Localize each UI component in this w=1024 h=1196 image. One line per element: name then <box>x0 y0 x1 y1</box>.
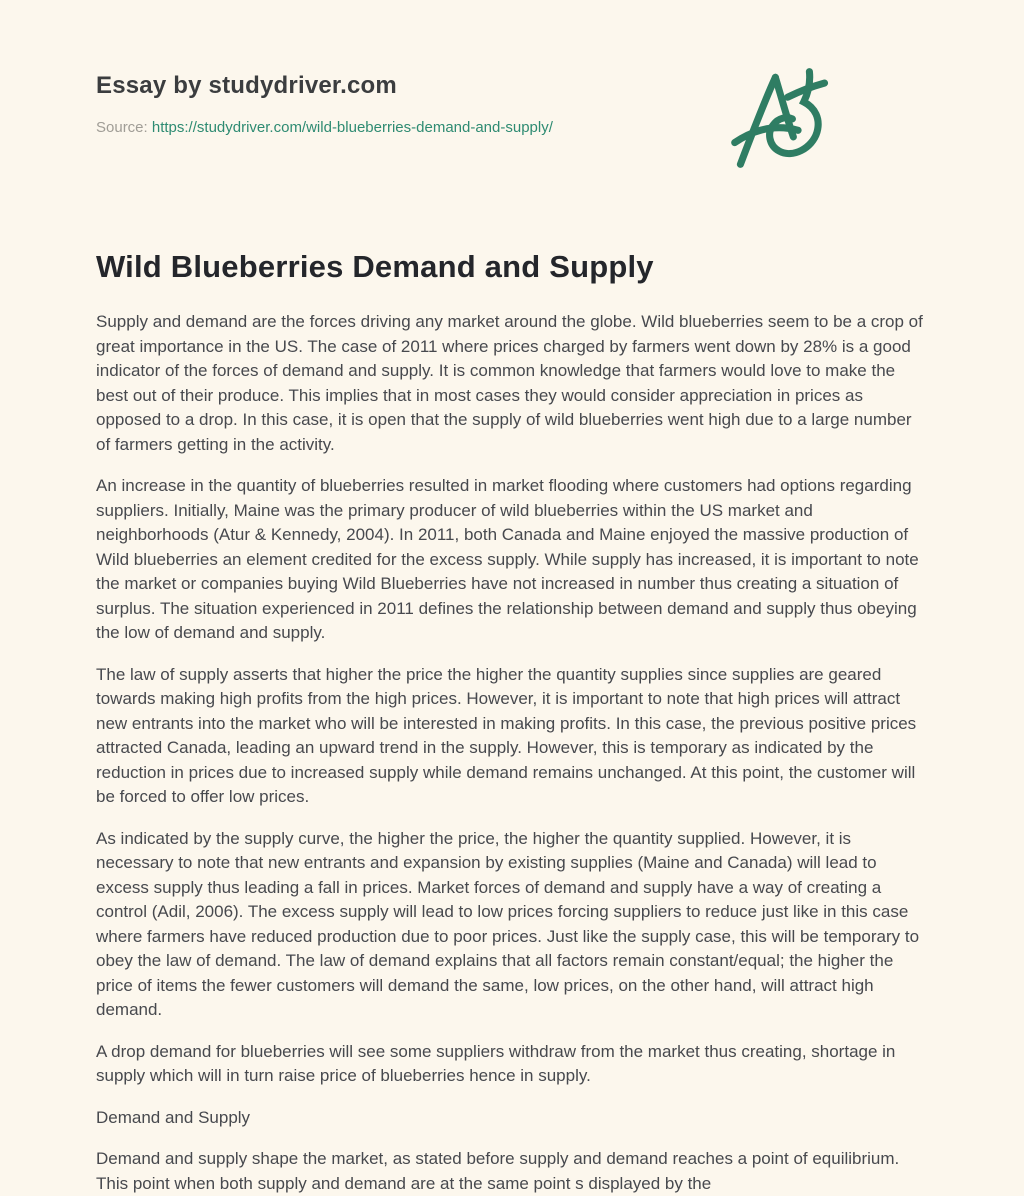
essay-paragraph: A drop demand for blueberries will see some suppliers withdraw from the market thus creating, shortage in supply which will in turn raise price of blueberries hence in supply. <box>96 1041 896 1085</box>
a-plus-logo-icon <box>730 66 834 170</box>
essay-paragraph: As indicated by the supply curve, the higher the price, the higher the quantity supplied. However, it is necessary to note that new entrants and expansion by existing supplies (Maine and Canada) will lead to excess supply thus leading a fall in prices. Market forces of demand and supply have a way of creating a control (Adil, 2006). The excess supply will lead to low prices forcing suppliers to reduce just like in this case where farmers have reduced production due to poor prices. Just like the supply case, this will be temporary to obey the law of demand. The law of demand explains that all factors remain constant/equal; the higher the price of items the fewer customers will demand the same, low prices, on the other hand, will attract high demand. <box>96 828 920 1019</box>
essay-paragraph: An increase in the quantity of blueberries resulted in market flooding where customers had options regarding suppliers. Initially, Maine was the primary producer of wild blueberries within the US market and neighborhoods (Atur & Kennedy, 2004). In 2011, both Canada and Maine enjoyed the massive production of Wild blueberries an element credited for the excess supply. While supply has increased, it is important to note the market or companies buying Wild Blueberries have not increased in number thus creating a situation of surplus. The situation experienced in 2011 defines the relationship between demand and supply thus obeying the low of demand and supply. <box>96 476 919 642</box>
essay-paragraph: The law of supply asserts that higher the price the higher the quantity supplies since supplies are geared towards making high profits from the high prices. However, it is important to note that high prices will attract new entrants into the market who will be interested in making profits. In this case, the previous positive prices attracted Canada, leading an upward trend in the supply. However, this is temporary as indicated by the reduction in prices due to increased supply while demand remains unchanged. At this point, the customer will be forced to offer low prices. <box>96 664 917 806</box>
essay-body <box>96 310 928 1196</box>
essay-title: Wild Blueberries Demand and Supply <box>96 249 654 284</box>
essay-paragraph: Supply and demand are the forces driving any market around the globe. Wild blueberries seem to be a crop of great importance in the US. The case of 2011 where prices charged by farmers went down by 28% is a good indicator of the forces of demand and supply. It is common knowledge that farmers would love to make the best out of their produce. This implies that in most cases they would consider appreciation in prices as opposed to a drop. In this case, it is open that the supply of wild blueberries went high due to a large number of farmers getting in the activity. <box>96 312 923 454</box>
essay-paragraph: Demand and Supply <box>96 1107 251 1127</box>
essay-paragraph: Demand and supply shape the market, as stated before supply and demand reaches a point of equilibrium. This point when both supply and demand are at the same point s displayed by the <box>96 1149 900 1193</box>
source-label: Source: <box>96 119 148 136</box>
site-title: Essay by studydriver.com <box>96 72 397 99</box>
source-link[interactable]: https://studydriver.com/wild-blueberries-demand-and-supply/ <box>151 119 553 136</box>
essay-page <box>96 0 928 1196</box>
